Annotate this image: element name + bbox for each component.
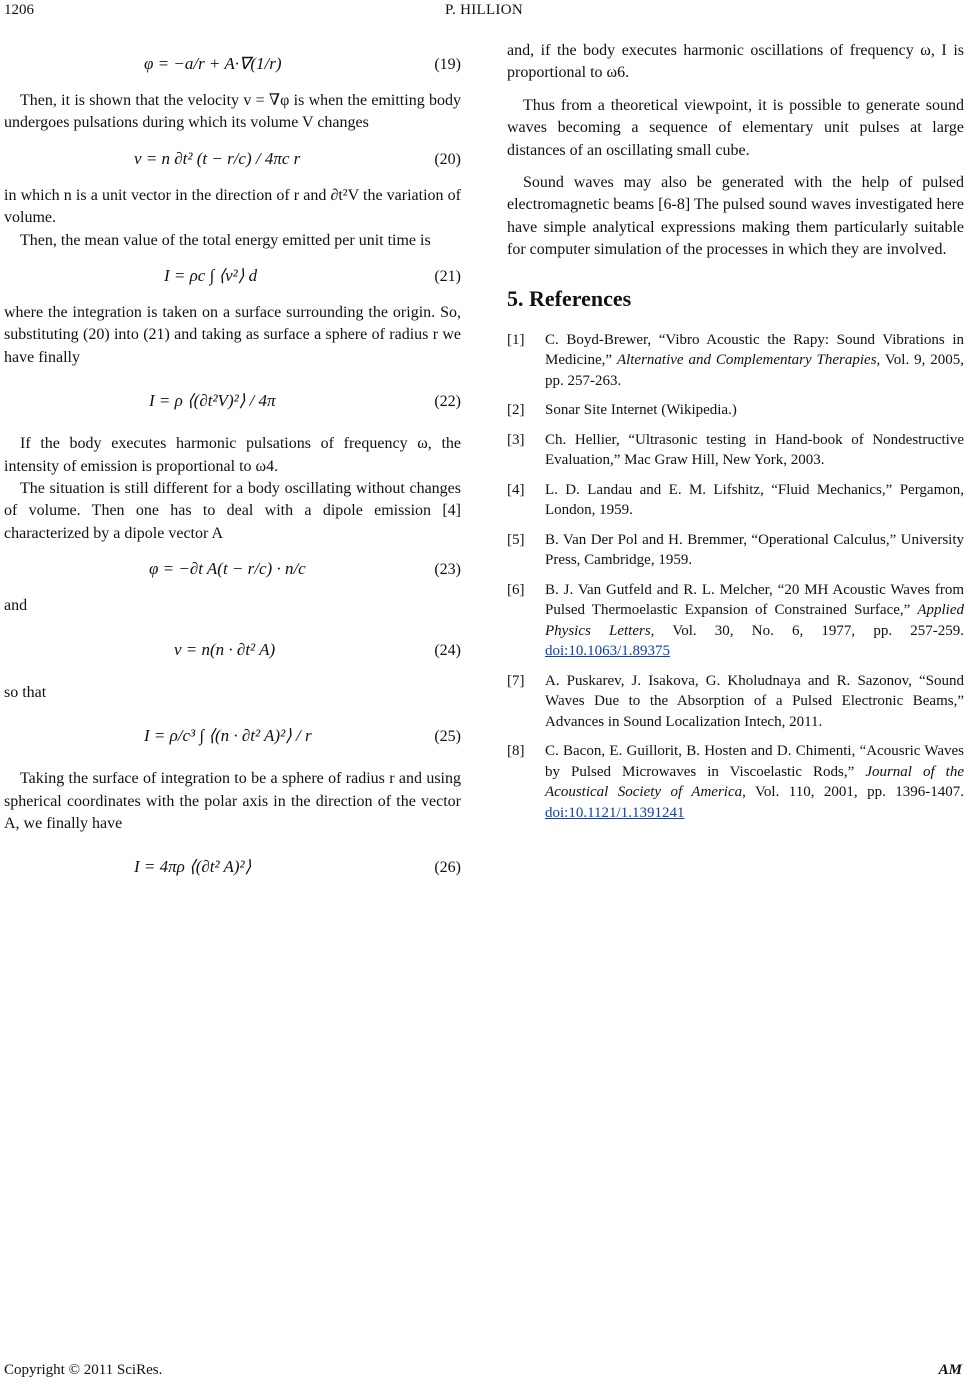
equation-26-expression: I = 4πρ ⟨(∂t² A)²⟩ <box>134 857 252 877</box>
equation-19-number: (19) <box>434 56 461 73</box>
paragraph-integration: where the integration is taken on a surface surrounding the origin. So, substituting (20) into (21) and taking as surface a sphere of radius r we have finally <box>4 304 461 366</box>
reference-text: B. Van Der Pol and H. Bremmer, “Operational Calculus,” University Press, Cambridge, 1959. <box>545 531 964 569</box>
reference-text: L. D. Landau and E. M. Lifshitz, “Fluid Mechanics,” Pergamon, London, 1959. <box>545 481 964 519</box>
equation-26-number: (26) <box>434 859 461 877</box>
reference-number: [2] <box>507 402 525 419</box>
doi-link[interactable]: doi:10.1063/1.89375 <box>545 643 671 660</box>
equation-20 <box>4 145 461 175</box>
equation-24 <box>4 628 461 672</box>
equation-23 <box>4 555 461 585</box>
reference-text: Ch. Hellier, “Ultrasonic testing in Hand-book of Nondestructive Evaluation,” Mac Graw Hill, New York, 2003. <box>545 431 964 469</box>
equation-22-number: (22) <box>434 393 461 411</box>
reference-item <box>507 430 964 471</box>
reference-number: [5] <box>507 531 525 548</box>
paragraph-harmonic-oscillations: and, if the body executes harmonic oscillations of frequency ω, I is proportional to ω6. <box>507 42 964 82</box>
paragraph-harmonic-pulsations: If the body executes harmonic pulsations of frequency ω, the intensity of emission is proportional to ω4. <box>4 435 461 475</box>
reference-item <box>507 580 964 662</box>
page-footer <box>0 1362 968 1386</box>
equation-19 <box>4 50 461 80</box>
reference-number: [8] <box>507 743 525 760</box>
equation-21-expression: I = ρc ∫ ⟨v²⟩ d <box>164 266 258 286</box>
reference-item <box>507 530 964 571</box>
equation-25-expression: I = ρ/c³ ∫ ⟨(n · ∂t² A)²⟩ / r <box>144 726 312 746</box>
reference-details: , Vol. 9, 2005, pp. 257-263. <box>545 352 964 389</box>
equation-23-expression: φ = −∂t A(t − r/c) · n/c <box>149 559 306 579</box>
reference-details: , Vol. 30, No. 6, 1977, pp. 257-259. <box>650 622 964 639</box>
reference-item <box>507 400 964 421</box>
reference-text: Sonar Site Internet (Wikipedia.) <box>545 402 737 419</box>
reference-number: [4] <box>507 481 525 498</box>
reference-item <box>507 671 964 733</box>
reference-text: C. Bacon, E. Guillorit, B. Hosten and D. Chimenti, “Acousric Waves by Pulsed Microwaves in Viscoelastic Rods,” <box>545 743 964 780</box>
connector-so-that: so that <box>4 683 47 701</box>
left-column <box>4 40 461 899</box>
reference-number: [3] <box>507 431 525 448</box>
equation-24-number: (24) <box>434 641 461 659</box>
equation-23-number: (23) <box>434 561 461 579</box>
reference-journal: Journal of the Acoustical Society of America <box>545 763 965 801</box>
equation-22 <box>4 379 461 423</box>
paragraph-electromagnetic-beams: Sound waves may also be generated with the help of pulsed electromagnetic beams [6-8] The pulsed sound waves investigated here have simple analytical expressions making them particularly suitable for computer simulation of the processes in which they are involved. <box>507 174 964 259</box>
paragraph-velocity: Then, it is shown that the velocity v = ∇φ is when the emitting body undergoes pulsations during which its volume V changes <box>4 92 461 132</box>
paragraph-theoretical-viewpoint: Thus from a theoretical viewpoint, it is possible to generate sound waves becoming a sequence of elementary unit pulses at large distances of an oscillating small cube. <box>507 96 964 159</box>
right-column <box>507 40 964 832</box>
reference-journal: Applied Physics Letters <box>545 602 964 639</box>
paragraph-sphere-surface: Taking the surface of integration to be a sphere of radius r and using spherical coordinates with the polar axis in the direction of the vector A, we finally have <box>4 770 461 832</box>
reference-details: , Vol. 110, 2001, pp. 1396-1407. <box>742 784 964 801</box>
equation-25-number: (25) <box>434 728 461 746</box>
journal-abbreviation: AM <box>938 1362 962 1378</box>
running-author: P. HILLION <box>445 2 523 18</box>
equation-26 <box>4 845 461 889</box>
reference-item <box>507 330 964 392</box>
page-header <box>0 0 968 24</box>
page-number: 1206 <box>4 2 34 18</box>
copyright-notice: Copyright © 2011 SciRes. <box>4 1362 163 1378</box>
references-heading: 5. References <box>507 285 632 311</box>
reference-text: C. Boyd-Brewer, “Vibro Acoustic the Rapy: Sound Vibrations in Medicine,” <box>545 331 964 369</box>
equation-20-number: (20) <box>434 150 461 168</box>
equation-20-expression: v = n ∂t² (t − r/c) / 4πc r <box>134 148 301 168</box>
reference-item <box>507 741 964 823</box>
reference-text: B. J. Van Gutfeld and R. L. Melcher, “20 MH Acoustic Waves from Pulsed Thermoelastic Expansion of Constrained Surface,” <box>545 581 964 619</box>
reference-number: [1] <box>507 331 525 348</box>
reference-number: [6] <box>507 581 525 598</box>
paragraph-unit-vector: in which n is a unit vector in the direction of r and ∂t²V the variation of volume. <box>4 186 461 227</box>
equation-25 <box>4 714 461 758</box>
equation-21-number: (21) <box>434 268 461 286</box>
equation-21 <box>4 262 461 292</box>
reference-item <box>507 480 964 521</box>
connector-and: and <box>4 597 28 615</box>
equation-22-expression: I = ρ ⟨(∂t²V)²⟩ / 4π <box>149 391 276 411</box>
equation-24-expression: v = n(n · ∂t² A) <box>174 639 276 659</box>
doi-link[interactable]: doi:10.1121/1.1391241 <box>545 804 685 821</box>
equation-19-expression: φ = −a/r + A·∇(1/r) <box>144 54 282 73</box>
reference-list <box>507 330 964 824</box>
reference-journal: Alternative and Complementary Therapies <box>616 352 877 369</box>
reference-number: [7] <box>507 672 525 689</box>
paragraph-dipole: The situation is still different for a body oscillating without changes of volume. Then one has to deal with a dipole emission [4] characterized by a dipole vector A <box>4 480 461 542</box>
reference-text: A. Puskarev, J. Isakova, G. Kholudnaya and R. Sazonov, “Sound Waves Due to the Absorption of a Pulsed Electronic Beams,” Advances in Sound Localization Intech, 2011. <box>545 672 964 730</box>
paragraph-mean-energy: Then, the mean value of the total energy emitted per unit time is <box>20 231 431 249</box>
